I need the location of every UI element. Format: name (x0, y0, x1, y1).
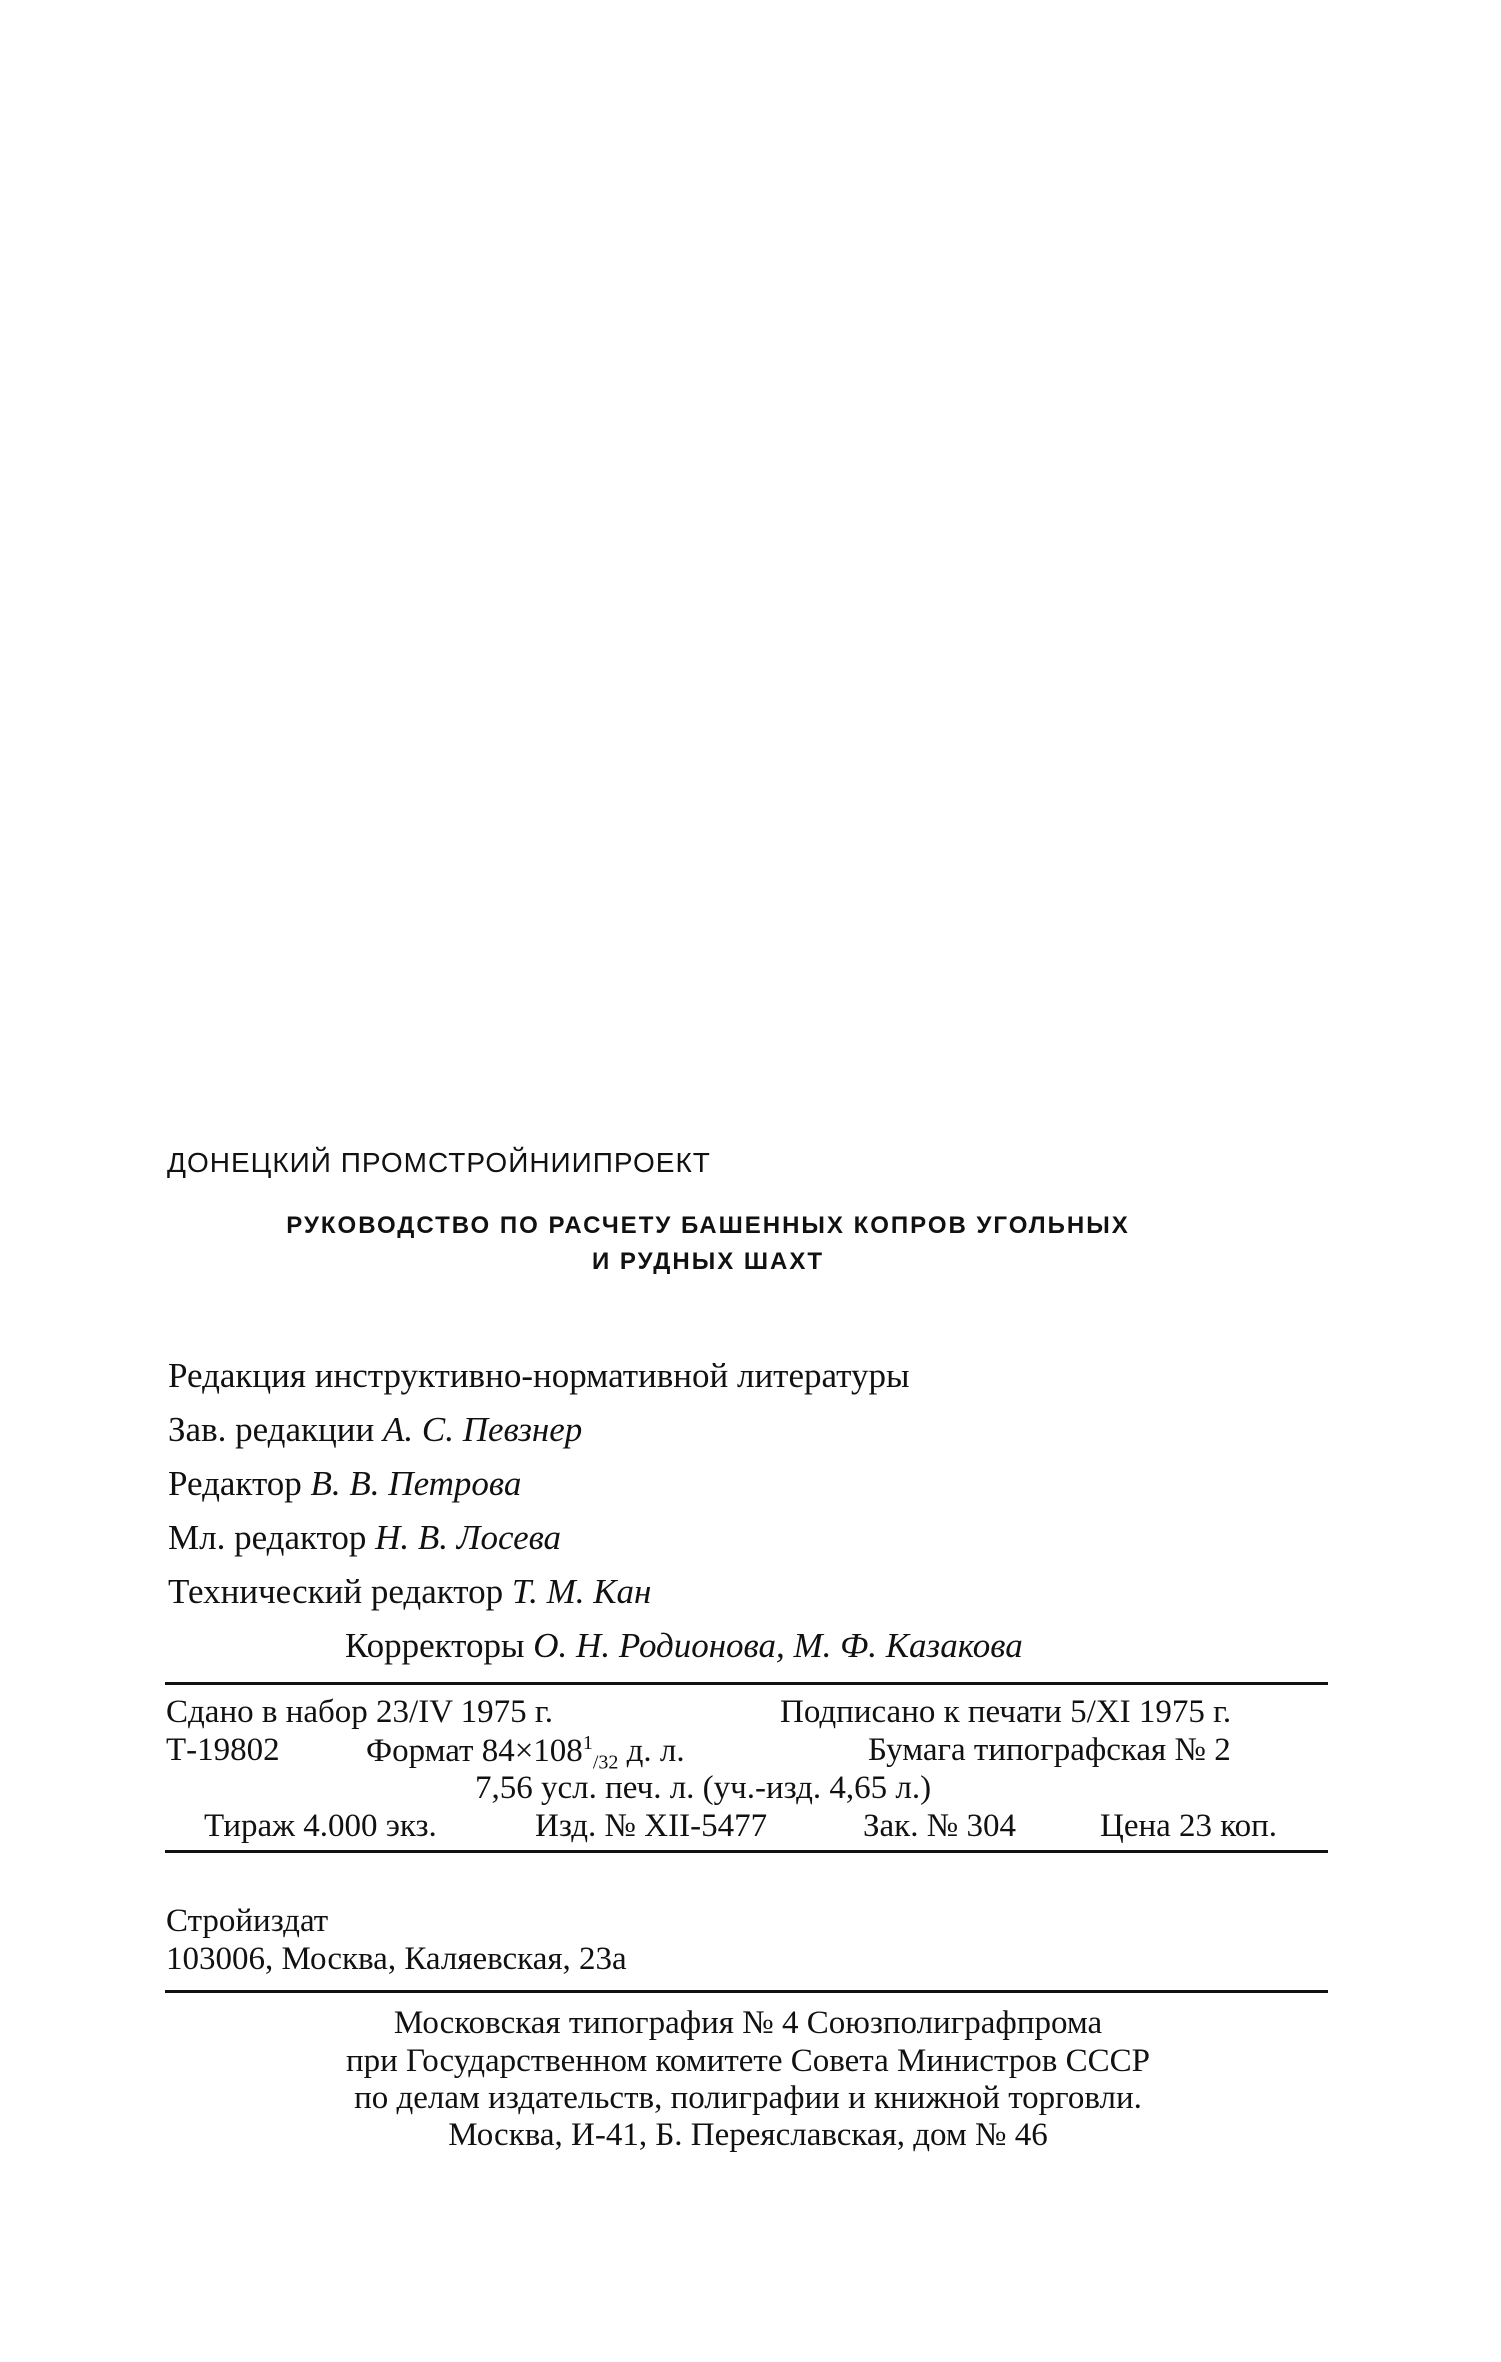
format-unit: д. л. (626, 1733, 685, 1769)
correctors-label: Корректоры (345, 1626, 525, 1665)
format-info (366, 1732, 685, 1775)
junior-editor-name: Н. В. Лосева (375, 1518, 562, 1557)
print-run: Тираж 4.000 экз. (204, 1808, 437, 1844)
printer-line-3: по делам издательств, полиграфии и книжной торговли. (354, 2080, 1142, 2116)
organization-name: ДОНЕЦКИЙ ПРОМСТРОЙНИИПРОЕКТ (167, 1147, 711, 1178)
paper-info: Бумага типографская № 2 (868, 1732, 1231, 1768)
publisher-address: 103006, Москва, Каляевская, 23а (166, 1941, 627, 1977)
printer-line-4: Москва, И-41, Б. Переяславская, дом № 46 (448, 2117, 1048, 2153)
junior-editor-credit (168, 1518, 561, 1558)
correctors-credit (345, 1626, 1023, 1666)
tech-editor-label: Технический редактор (168, 1572, 504, 1611)
editor-name: В. В. Петрова (310, 1464, 522, 1503)
format-label: Формат 84×108 (366, 1733, 583, 1769)
sheets-info: 7,56 усл. печ. л. (уч.-изд. 4,65 л.) (475, 1770, 932, 1806)
edition-number: Изд. № XII-5477 (535, 1808, 768, 1844)
tech-editor-credit (168, 1572, 651, 1612)
editorial-office: Редакция инструктивно-нормативной литературы (168, 1356, 910, 1395)
signed-to-print: Подписано к печати 5/XI 1975 г. (780, 1694, 1232, 1730)
divider-top (165, 1682, 1328, 1685)
editor-credit (168, 1464, 521, 1504)
price: Цена 23 коп. (1100, 1808, 1278, 1844)
format-subscript: /32 (592, 1751, 619, 1774)
book-title-line-1: РУКОВОДСТВО ПО РАСЧЕТУ БАШЕННЫХ КОПРОВ УГОЛЬНЫХ (286, 1212, 1130, 1239)
publisher-name: Стройиздат (166, 1903, 329, 1939)
tech-editor-name: Т. М. Кан (511, 1572, 652, 1611)
divider-bottom (165, 1990, 1328, 1993)
head-name: А. С. Певзнер (382, 1410, 583, 1449)
format-superscript: 1 (582, 1732, 593, 1754)
head-of-editorial-credit (168, 1410, 582, 1450)
editor-label: Редактор (168, 1464, 302, 1503)
book-title-line-2: И РУДНЫХ ШАХТ (591, 1248, 825, 1275)
head-label: Зав. редакции (168, 1410, 375, 1449)
order-number: Зак. № 304 (863, 1808, 1016, 1844)
code-number: Т-19802 (166, 1732, 280, 1768)
correctors-names: О. Н. Родионова, М. Ф. Казакова (533, 1626, 1023, 1665)
printer-line-2: при Государственном комитете Совета Министров СССР (345, 2043, 1150, 2079)
junior-editor-label: Мл. редактор (168, 1518, 367, 1557)
printer-line-1: Московская типография № 4 Союзполиграфпрома (393, 2005, 1103, 2041)
divider-middle (165, 1850, 1328, 1853)
sent-to-typeset: Сдано в набор 23/IV 1975 г. (166, 1694, 553, 1730)
